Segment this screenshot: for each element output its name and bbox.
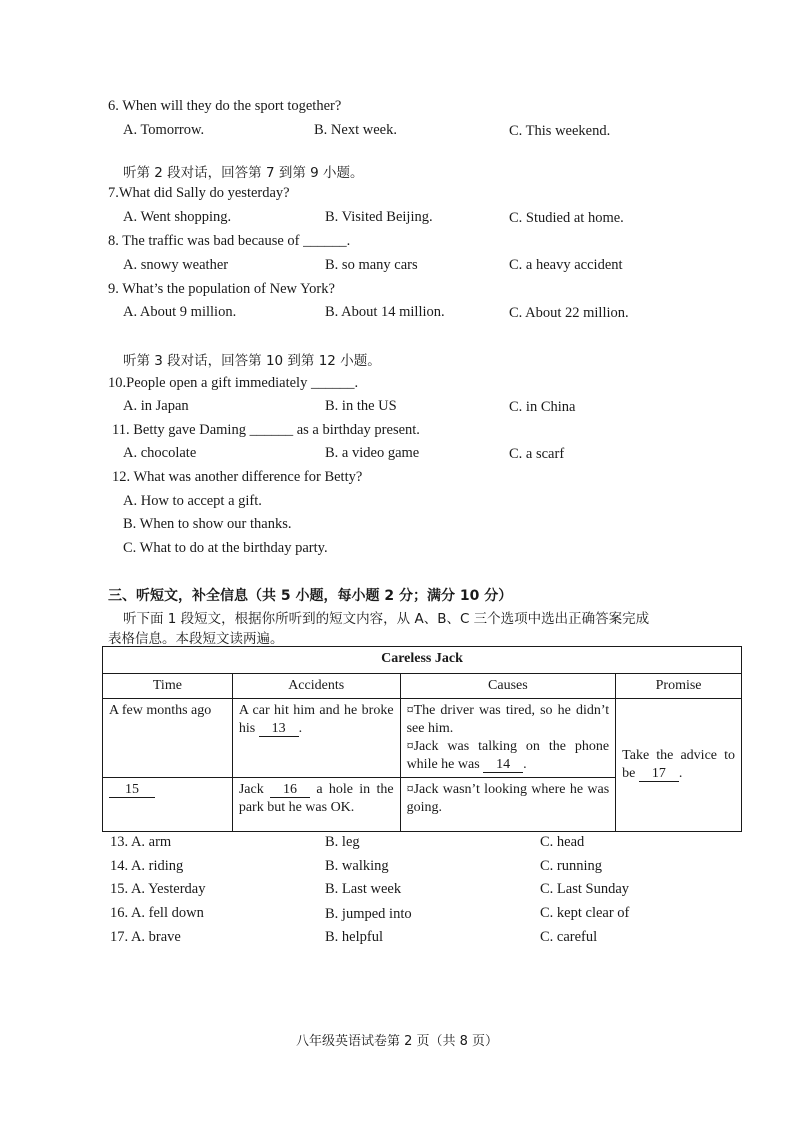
- blank-16: 16: [270, 783, 310, 798]
- question-13-option-a: 13. A. arm: [110, 834, 172, 850]
- question-12-option-c: C. What to do at the birthday party.: [123, 540, 328, 556]
- question-14-option-b: B. walking: [325, 858, 389, 874]
- question-8-option-b: B. so many cars: [325, 257, 418, 273]
- question-11-option-a: A. chocolate: [123, 445, 197, 461]
- part-3-instruction: 听第 3 段对话，回答第 10 到第 12 小题。: [123, 353, 381, 369]
- question-8-stem: 8. The traffic was bad because of ______.: [108, 233, 351, 249]
- careless-jack-table: [102, 646, 742, 832]
- promise-text: Take the advice to be: [622, 748, 735, 781]
- header-causes: Causes: [400, 674, 616, 699]
- row2-cause: ¤Jack wasn’t looking where he was going.: [400, 778, 616, 832]
- question-17-option-b: B. helpful: [325, 929, 383, 945]
- question-9-option-a: A. About 9 million.: [123, 304, 237, 320]
- question-16-option-b: B. jumped into: [325, 906, 412, 922]
- blank-17: 17: [639, 767, 679, 782]
- row2-accident-text: a hole in the park but he was OK.: [238, 782, 394, 815]
- question-9-option-b: B. About 14 million.: [325, 304, 445, 320]
- promise-cell: [616, 699, 742, 832]
- section-3-instruction-line-2: 表格信息。本段短文读两遍。: [108, 631, 284, 647]
- header-time: Time: [103, 674, 233, 699]
- question-7-option-a: A. Went shopping.: [123, 209, 232, 225]
- table-title: Careless Jack: [103, 647, 742, 674]
- question-7-stem: 7.What did Sally do yesterday?: [108, 185, 290, 201]
- row1-time: A few months ago: [103, 699, 233, 778]
- row1-accident-end: .: [298, 721, 303, 736]
- question-9-stem: 9. What’s the population of New York?: [108, 281, 335, 297]
- question-10-option-a: A. in Japan: [123, 398, 189, 414]
- question-12-stem: 12. What was another difference for Betty?: [112, 469, 363, 485]
- question-12-option-b: B. When to show our thanks.: [123, 516, 292, 532]
- row1-accident: [232, 699, 400, 778]
- row2-accident: [232, 778, 400, 832]
- page-footer: 八年级英语试卷第 2 页（共 8 页）: [295, 1034, 499, 1049]
- part-2-instruction: 听第 2 段对话，回答第 7 到第 9 小题。: [123, 165, 364, 181]
- question-11-option-b: B. a video game: [325, 445, 420, 461]
- row1-cause-2: [407, 738, 610, 774]
- question-16-option-a: 16. A. fell down: [110, 905, 204, 921]
- question-10-stem: 10.People open a gift immediately ______.: [108, 375, 359, 391]
- question-13-option-c: C. head: [540, 834, 585, 850]
- row1-accident-text: A car hit him and he broke his: [238, 703, 394, 736]
- blank-15: 15: [109, 783, 155, 798]
- question-15-option-b: B. Last week: [325, 881, 402, 897]
- question-7-option-b: B. Visited Beijing.: [325, 209, 433, 225]
- header-promise: Promise: [616, 674, 742, 699]
- row2-accident-start: Jack: [238, 782, 264, 797]
- question-6-option-c: C. This weekend.: [509, 123, 611, 139]
- section-3-instruction-line-1: 听下面 1 段短文，根据你所听到的短文内容，从 A、B、C 三个选项中选出正确答案完成: [123, 611, 650, 627]
- question-10-option-b: B. in the US: [325, 398, 397, 414]
- question-6-option-b: B. Next week.: [314, 122, 397, 138]
- row2-time: [103, 778, 233, 832]
- question-6-option-a: A. Tomorrow.: [123, 122, 205, 138]
- question-16-option-c: C. kept clear of: [540, 905, 630, 921]
- question-10-option-c: C. in China: [509, 399, 576, 415]
- question-17-option-a: 17. A. brave: [110, 929, 181, 945]
- question-15-option-a: 15. A. Yesterday: [110, 881, 206, 897]
- question-11-stem: 11. Betty gave Daming ______ as a birthday present.: [112, 422, 420, 438]
- promise-end: .: [678, 766, 683, 781]
- row1-cause-2-end: .: [523, 757, 527, 772]
- blank-14: 14: [483, 758, 523, 773]
- question-15-option-c: C. Last Sunday: [540, 881, 630, 897]
- question-9-option-c: C. About 22 million.: [509, 305, 629, 321]
- question-6-stem: 6. When will they do the sport together?: [108, 98, 342, 114]
- question-12-option-a: A. How to accept a gift.: [123, 493, 262, 509]
- question-17-option-c: C. careful: [540, 929, 598, 945]
- question-13-option-b: B. leg: [325, 834, 360, 850]
- row1-causes: [400, 699, 616, 778]
- question-8-option-c: C. a heavy accident: [509, 257, 623, 273]
- blank-13: 13: [259, 722, 299, 737]
- row1-cause-2-text: ¤Jack was talking on the phone while he was: [406, 739, 610, 772]
- section-3-heading: 三、听短文，补全信息（共 5 小题，每小题 2 分；满分 10 分）: [108, 588, 513, 604]
- question-14-option-c: C. running: [540, 858, 603, 874]
- question-7-option-c: C. Studied at home.: [509, 210, 624, 226]
- question-14-option-a: 14. A. riding: [110, 858, 184, 874]
- question-11-option-c: C. a scarf: [509, 446, 565, 462]
- question-8-option-a: A. snowy weather: [123, 257, 229, 273]
- header-accidents: Accidents: [232, 674, 400, 699]
- row1-cause-1: ¤The driver was tired, so he didn’t see him.: [406, 703, 610, 736]
